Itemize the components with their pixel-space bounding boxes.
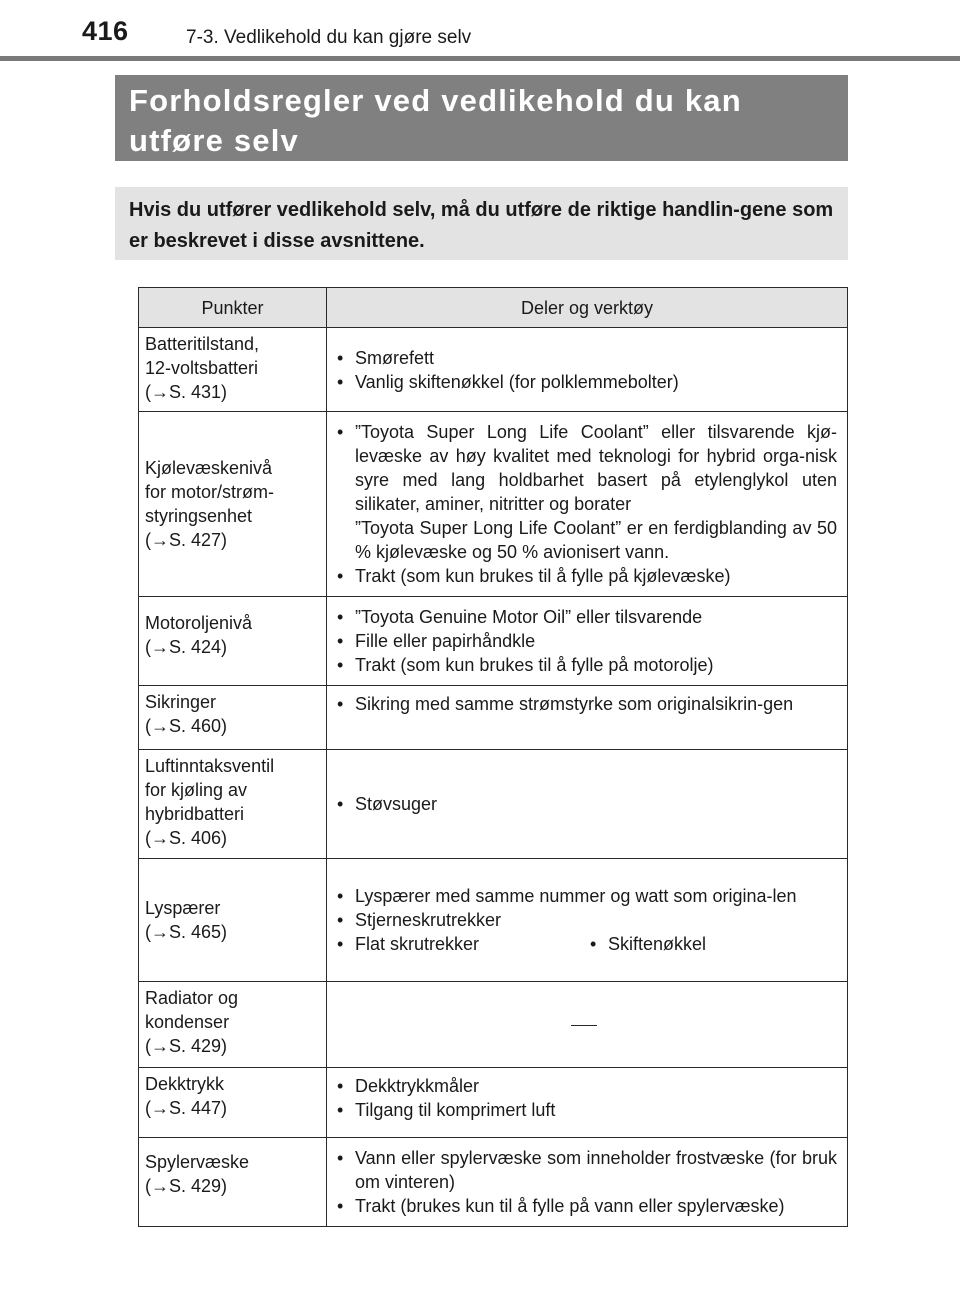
list-item: • Stjerneskrutrekker (331, 908, 837, 932)
item-line: Dekktrykk (145, 1074, 225, 1094)
intro-text: Hvis du utfører vedlikehold selv, må du utføre de riktige handlin-gene som er beskrevet i disse avsnittene. (129, 199, 834, 252)
list-item: • ”Toyota Genuine Motor Oil” eller tilsvarende (331, 605, 837, 629)
list-item-note: ”Toyota Super Long Life Coolant” er en ferdigblanding av 50 % kjølevæske og 50 % avionisert vann. (355, 518, 837, 562)
header-parts: Deler og verktøy (327, 288, 848, 328)
page-header (0, 0, 960, 60)
item-line: styringsenhet (145, 506, 253, 526)
item-line: Luftinntaksventil (145, 756, 275, 776)
table-row (139, 412, 848, 597)
item-line: 12-voltsbatteri (145, 358, 259, 378)
item-page-ref: (→S. 429) (145, 1036, 228, 1056)
list-item: • Dekktrykkmåler (331, 1074, 837, 1098)
item-line: Sikringer (145, 692, 217, 712)
item-cell (139, 1068, 327, 1138)
item-cell (139, 750, 327, 859)
item-cell (139, 982, 327, 1068)
item-cell (139, 686, 327, 750)
list-item: • Tilgang til komprimert luft (331, 1098, 837, 1122)
table-row (139, 686, 848, 750)
item-line: kondenser (145, 1012, 230, 1032)
parts-cell (327, 597, 848, 686)
item-page-ref: (→S. 424) (145, 637, 228, 657)
intro-box (115, 187, 848, 260)
parts-cell (327, 328, 848, 412)
list-item: • Skiftenøkkel (584, 932, 837, 956)
item-page-ref: (→S. 406) (145, 828, 228, 848)
table-row (139, 750, 848, 859)
item-page-ref: (→S. 460) (145, 716, 228, 736)
list-item: • Sikring med samme strømstyrke som originalsikrin-gen (331, 692, 837, 716)
list-item: • Trakt (som kun brukes til å fylle på motorolje) (331, 653, 837, 677)
list-item: • Lyspærer med samme nummer og watt som origina-len (331, 884, 837, 908)
item-page-ref: (→S. 465) (145, 922, 228, 942)
title-box (115, 75, 848, 161)
header-items: Punkter (139, 288, 327, 328)
item-page-ref: (→S. 427) (145, 530, 228, 550)
list-item (331, 420, 837, 564)
parts-cell (327, 412, 848, 597)
table-row (139, 1068, 848, 1138)
item-cell (139, 412, 327, 597)
item-cell (139, 328, 327, 412)
item-line: Radiator og (145, 988, 239, 1008)
table-row (139, 859, 848, 982)
header-rule (0, 56, 960, 61)
table-row (139, 328, 848, 412)
list-item-text: ”Toyota Super Long Life Coolant” eller tilsvarende kjø-levæske av høy kvalitet med teknologi for hybrid orga-nisk syre med lang holdbarhet basert på etylenglykol uten silikater, aminer, nitritter og borater (355, 422, 837, 514)
parts-cell (327, 859, 848, 982)
empty-dash (571, 1025, 597, 1026)
table-row (139, 597, 848, 686)
section-title: 7-3. Vedlikehold du kan gjøre selv (186, 27, 472, 48)
item-line: hybridbatteri (145, 804, 245, 824)
item-line: Lyspærer (145, 898, 221, 918)
item-cell (139, 1138, 327, 1227)
list-item: • Vann eller spylervæske som inneholder frostvæske (for bruk om vinteren) (331, 1146, 837, 1194)
item-cell (139, 859, 327, 982)
list-item: • Støvsuger (331, 792, 837, 816)
page-title: Forholdsregler ved vedlikehold du kan utføre selv (129, 83, 742, 158)
item-cell (139, 597, 327, 686)
parts-cell-empty (327, 982, 848, 1068)
list-item: • Trakt (brukes kun til å fylle på vann eller spylervæske) (331, 1194, 837, 1218)
page-number: 416 (82, 16, 129, 46)
list-item: • Fille eller papirhåndkle (331, 629, 837, 653)
parts-cell (327, 686, 848, 750)
item-page-ref: (→S. 431) (145, 382, 228, 402)
item-page-ref: (→S. 429) (145, 1176, 228, 1196)
item-line: for motor/strøm- (145, 482, 274, 502)
item-line: Spylervæske (145, 1152, 250, 1172)
list-item: • Smørefett (331, 346, 837, 370)
list-item: • Trakt (som kun brukes til å fylle på kjølevæske) (331, 564, 837, 588)
item-line: Motoroljenivå (145, 613, 253, 633)
item-line: Batteritilstand, (145, 334, 260, 354)
list-item: • Vanlig skiftenøkkel (for polklemmebolter) (331, 370, 837, 394)
parts-cell (327, 1138, 848, 1227)
list-item: • Flat skrutrekker (331, 932, 584, 956)
maintenance-table (138, 287, 848, 1227)
item-line: Kjølevæskenivå (145, 458, 273, 478)
item-page-ref: (→S. 447) (145, 1098, 228, 1118)
table-row (139, 1138, 848, 1227)
item-line: for kjøling av (145, 780, 248, 800)
parts-cell (327, 750, 848, 859)
parts-cell (327, 1068, 848, 1138)
table-row (139, 982, 848, 1068)
table-header-row (139, 288, 848, 328)
